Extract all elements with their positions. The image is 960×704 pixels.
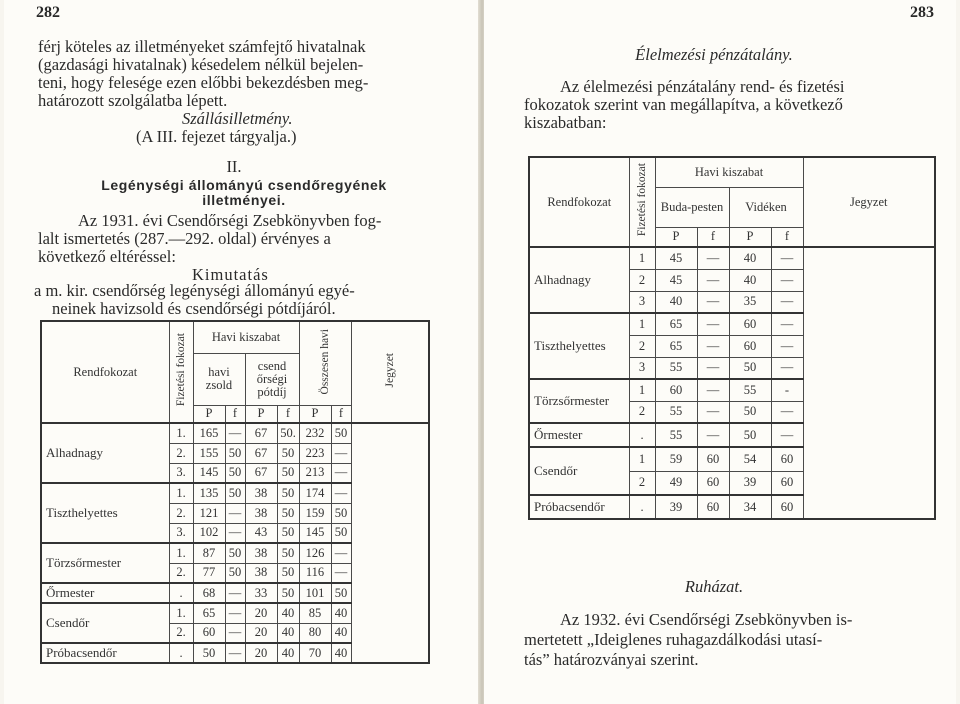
countryside-p-cell: 50 — [729, 423, 771, 447]
grade-cell: 1 — [629, 247, 655, 269]
intro-paragraph — [38, 38, 458, 110]
header-rank: Rendfokozat — [41, 321, 169, 423]
rank-cell: Tiszthelyettes — [529, 313, 629, 379]
countryside-p-cell: 40 — [729, 269, 771, 291]
countryside-f-cell: 60 — [771, 471, 803, 495]
bonus-f-cell: 50 — [277, 563, 299, 583]
rank-cell: Törzsőrmester — [41, 543, 169, 583]
grade-cell: 1. — [169, 603, 193, 623]
unit-p: P — [655, 227, 697, 247]
text-line: határozott szolgálatba lépett. — [38, 91, 228, 110]
grade-cell: 2. — [169, 623, 193, 643]
budapest-f-cell: — — [697, 291, 729, 313]
total-p-cell: 223 — [299, 443, 331, 463]
bonus-f-cell: 50. — [277, 423, 299, 443]
grade-cell: . — [169, 583, 193, 603]
bonus-p-cell: 20 — [245, 643, 277, 663]
pay-p-cell: 135 — [193, 483, 225, 503]
countryside-f-cell: — — [771, 401, 803, 423]
heading-food-allowance: Élelmezési pénzátalány. — [635, 45, 793, 64]
bonus-p-cell: 67 — [245, 463, 277, 483]
budapest-f-cell: — — [697, 335, 729, 357]
countryside-f-cell: — — [771, 247, 803, 269]
section-title-line: illetményei. — [202, 192, 286, 208]
grade-cell: 2 — [629, 335, 655, 357]
pay-f-cell: 50 — [225, 483, 245, 503]
grade-cell: 1. — [169, 483, 193, 503]
countryside-p-cell: 39 — [729, 471, 771, 495]
budapest-f-cell: — — [697, 247, 729, 269]
total-f-cell: — — [331, 543, 351, 563]
grade-cell: 3 — [629, 357, 655, 379]
total-f-cell: 50 — [331, 423, 351, 443]
grade-cell: 2 — [629, 401, 655, 423]
pay-p-cell: 65 — [193, 603, 225, 623]
rank-cell: Próbacsendőr — [529, 495, 629, 519]
countryside-f-cell: 60 — [771, 447, 803, 471]
countryside-f-cell: - — [771, 379, 803, 401]
budapest-p-cell: 65 — [655, 335, 697, 357]
budapest-p-cell: 45 — [655, 247, 697, 269]
budapest-p-cell: 40 — [655, 291, 697, 313]
food-allowance-table — [528, 156, 936, 520]
header-grade — [169, 321, 193, 423]
note-cell — [803, 247, 935, 519]
bonus-f-cell: 50 — [277, 543, 299, 563]
countryside-p-cell: 60 — [729, 313, 771, 335]
pay-f-cell: 50 — [225, 443, 245, 463]
header-countryside: Vidéken — [729, 187, 803, 227]
unit-f: f — [771, 227, 803, 247]
pay-p-cell: 50 — [193, 643, 225, 663]
budapest-f-cell: 60 — [697, 471, 729, 495]
pay-f-cell: 50 — [225, 463, 245, 483]
rank-cell: Csendőr — [41, 603, 169, 643]
bonus-p-cell: 43 — [245, 523, 277, 543]
countryside-f-cell: — — [771, 291, 803, 313]
budapest-f-cell: — — [697, 379, 729, 401]
section-number: II. — [226, 157, 242, 176]
total-p-cell: 85 — [299, 603, 331, 623]
total-f-cell: — — [331, 483, 351, 503]
text-line: Az 1932. évi Csendőrségi Zsebkönyvben is- — [560, 610, 853, 629]
budapest-p-cell: 59 — [655, 447, 697, 471]
grade-cell: 2 — [629, 269, 655, 291]
countryside-f-cell: 60 — [771, 495, 803, 519]
budapest-f-cell: 60 — [697, 495, 729, 519]
total-p-cell: 101 — [299, 583, 331, 603]
header-monthly: Havi kiszabat — [655, 157, 803, 187]
grade-cell: . — [629, 495, 655, 519]
pay-f-cell: — — [225, 583, 245, 603]
unit-f: f — [225, 405, 245, 423]
header-monthly: Havi kiszabat — [193, 321, 299, 353]
text-line: Az élelmezési pénzátalány rend- és fizetési — [560, 77, 845, 96]
subheading-clothing: Ruházat. — [684, 577, 744, 596]
pay-p-cell: 102 — [193, 523, 225, 543]
page-number-right: 283 — [910, 4, 934, 21]
grade-cell: 1 — [629, 313, 655, 335]
countryside-p-cell: 50 — [729, 401, 771, 423]
header-grade-text: Fizetési fokozat — [175, 333, 187, 407]
pay-f-cell: — — [225, 503, 245, 523]
countryside-f-cell: — — [771, 335, 803, 357]
rank-cell: Törzsőrmester — [529, 379, 629, 423]
pay-f-cell: — — [225, 643, 245, 663]
bonus-f-cell: 50 — [277, 523, 299, 543]
total-p-cell: 126 — [299, 543, 331, 563]
header-note: Jegyzet — [803, 157, 935, 247]
grade-cell: 3. — [169, 523, 193, 543]
pay-p-cell: 165 — [193, 423, 225, 443]
unit-p: P — [193, 405, 225, 423]
total-f-cell: 40 — [331, 623, 351, 643]
text-line: (gazdasági hivatalnak) késedelem nélkül bejelen- — [38, 55, 364, 74]
budapest-f-cell: 60 — [697, 447, 729, 471]
header-total — [299, 321, 351, 405]
right-page — [484, 0, 956, 704]
text-line: kiszabatban: — [524, 113, 607, 132]
header-budapest: Buda-pesten — [655, 187, 729, 227]
unit-p: P — [299, 405, 331, 423]
total-p-cell: 70 — [299, 643, 331, 663]
bonus-f-cell: 40 — [277, 643, 299, 663]
text-line: a m. kir. csendőrség legénységi állományú egyé- — [34, 281, 355, 300]
total-p-cell: 159 — [299, 503, 331, 523]
bonus-f-cell: 50 — [277, 463, 299, 483]
text-line: mertetett „Ideiglenes ruhagazdálkodási utasí- — [524, 630, 823, 649]
total-p-cell: 116 — [299, 563, 331, 583]
bonus-p-cell: 20 — [245, 623, 277, 643]
countryside-p-cell: 40 — [729, 247, 771, 269]
countryside-p-cell: 35 — [729, 291, 771, 313]
budapest-p-cell: 55 — [655, 423, 697, 447]
grade-cell: 3. — [169, 463, 193, 483]
countryside-p-cell: 54 — [729, 447, 771, 471]
text-line: neinek havizsold és csendőrségi pótdíjáról. — [52, 299, 336, 318]
countryside-f-cell: — — [771, 269, 803, 291]
pay-p-cell: 155 — [193, 443, 225, 463]
left-page — [4, 0, 480, 704]
header-note-text: Jegyzet — [383, 352, 396, 388]
budapest-p-cell: 65 — [655, 313, 697, 335]
countryside-f-cell: — — [771, 423, 803, 447]
grade-cell: . — [629, 423, 655, 447]
unit-p: P — [729, 227, 771, 247]
total-f-cell: 50 — [331, 503, 351, 523]
unit-p: P — [245, 405, 277, 423]
countryside-f-cell: — — [771, 357, 803, 379]
grade-cell: 3 — [629, 291, 655, 313]
unit-f: f — [331, 405, 351, 423]
text-line: tás” határozványai szerint. — [524, 650, 699, 669]
countryside-p-cell: 60 — [729, 335, 771, 357]
section-title — [34, 178, 454, 208]
text-line: Az 1931. évi Csendőrségi Zsebkönyvben fog- — [78, 211, 382, 230]
note-cell — [351, 423, 429, 663]
grade-cell: 1. — [169, 543, 193, 563]
bonus-p-cell: 38 — [245, 483, 277, 503]
pay-p-cell: 68 — [193, 583, 225, 603]
pay-table — [40, 320, 430, 664]
total-f-cell: 40 — [331, 603, 351, 623]
grade-cell: 2. — [169, 503, 193, 523]
subheading-lodging: Szállásilletmény. — [182, 109, 293, 128]
text-line: következő eltéréssel: — [38, 247, 176, 266]
grade-cell: 2. — [169, 443, 193, 463]
total-p-cell: 174 — [299, 483, 331, 503]
unit-f: f — [697, 227, 729, 247]
bonus-p-cell: 33 — [245, 583, 277, 603]
budapest-f-cell: — — [697, 401, 729, 423]
table-row — [41, 423, 429, 443]
body-paragraph — [38, 212, 458, 266]
bonus-p-cell: 20 — [245, 603, 277, 623]
countryside-p-cell: 34 — [729, 495, 771, 519]
header-rank: Rendfokozat — [529, 157, 629, 247]
text-line: teni, hogy felesége ezen előbbi bekezdésben meg- — [38, 73, 369, 92]
budapest-p-cell: 55 — [655, 357, 697, 379]
body-paragraph-right — [524, 78, 934, 132]
rank-cell: Alhadnagy — [41, 423, 169, 483]
pay-p-cell: 87 — [193, 543, 225, 563]
rank-cell: Csendőr — [529, 447, 629, 495]
text-line: lalt ismertetés (287.—292. oldal) érvényes a — [38, 229, 331, 248]
total-p-cell: 232 — [299, 423, 331, 443]
countryside-p-cell: 55 — [729, 379, 771, 401]
bonus-p-cell: 67 — [245, 423, 277, 443]
bonus-f-cell: 50 — [277, 443, 299, 463]
rank-cell: Őrmester — [529, 423, 629, 447]
total-p-cell: 80 — [299, 623, 331, 643]
unit-f: f — [277, 405, 299, 423]
rank-cell: Tiszthelyettes — [41, 483, 169, 543]
bonus-f-cell: 50 — [277, 483, 299, 503]
pay-f-cell: — — [225, 523, 245, 543]
pay-p-cell: 121 — [193, 503, 225, 523]
bonus-f-cell: 40 — [277, 623, 299, 643]
grade-cell: . — [169, 643, 193, 663]
bonus-p-cell: 38 — [245, 503, 277, 523]
header-pay: havi zsold — [193, 353, 245, 405]
header-note — [351, 321, 429, 423]
total-p-cell: 145 — [299, 523, 331, 543]
pay-p-cell: 77 — [193, 563, 225, 583]
budapest-f-cell: — — [697, 357, 729, 379]
total-f-cell: 50 — [331, 523, 351, 543]
pay-f-cell: — — [225, 423, 245, 443]
bonus-p-cell: 38 — [245, 563, 277, 583]
budapest-p-cell: 60 — [655, 379, 697, 401]
total-f-cell: — — [331, 463, 351, 483]
bonus-f-cell: 40 — [277, 603, 299, 623]
pay-p-cell: 60 — [193, 623, 225, 643]
subheading-note: (A III. fejezet tárgyalja.) — [136, 127, 297, 146]
budapest-p-cell: 49 — [655, 471, 697, 495]
grade-cell: 2 — [629, 471, 655, 495]
total-f-cell: — — [331, 443, 351, 463]
pay-f-cell: 50 — [225, 563, 245, 583]
pay-f-cell: 50 — [225, 543, 245, 563]
text-line: fokozatok szerint van megállapítva, a következő — [524, 95, 843, 114]
page-number-left: 282 — [36, 4, 60, 21]
grade-cell: 2. — [169, 563, 193, 583]
rank-cell: Alhadnagy — [529, 247, 629, 313]
section-title-line: Legénységi állományú csendőregyének — [101, 177, 387, 193]
table-title: Kimutatás — [192, 265, 269, 284]
header-grade-text: Fizetési fokozat — [636, 163, 648, 237]
grade-cell: 1 — [629, 379, 655, 401]
table-row — [529, 247, 935, 269]
bonus-p-cell: 67 — [245, 443, 277, 463]
pay-f-cell: — — [225, 603, 245, 623]
budapest-f-cell: — — [697, 423, 729, 447]
header-grade — [629, 157, 655, 247]
rank-cell: Próbacsendőr — [41, 643, 169, 663]
pay-p-cell: 145 — [193, 463, 225, 483]
countryside-f-cell: — — [771, 313, 803, 335]
budapest-p-cell: 39 — [655, 495, 697, 519]
bonus-f-cell: 50 — [277, 503, 299, 523]
budapest-p-cell: 55 — [655, 401, 697, 423]
budapest-p-cell: 45 — [655, 269, 697, 291]
budapest-f-cell: — — [697, 313, 729, 335]
total-f-cell: — — [331, 563, 351, 583]
countryside-p-cell: 50 — [729, 357, 771, 379]
table-caption — [34, 282, 454, 318]
rank-cell: Őrmester — [41, 583, 169, 603]
bonus-p-cell: 38 — [245, 543, 277, 563]
header-bonus: csend őrségi pótdíj — [245, 353, 299, 405]
grade-cell: 1. — [169, 423, 193, 443]
budapest-f-cell: — — [697, 269, 729, 291]
footer-paragraph — [524, 610, 934, 670]
total-f-cell: 50 — [331, 583, 351, 603]
total-p-cell: 213 — [299, 463, 331, 483]
text-line: férj köteles az illetményeket számfejtő hivatalnak — [38, 37, 366, 56]
total-f-cell: 40 — [331, 643, 351, 663]
pay-f-cell: — — [225, 623, 245, 643]
grade-cell: 1 — [629, 447, 655, 471]
bonus-f-cell: 50 — [277, 583, 299, 603]
header-total-text: Összesen havi — [319, 328, 332, 394]
